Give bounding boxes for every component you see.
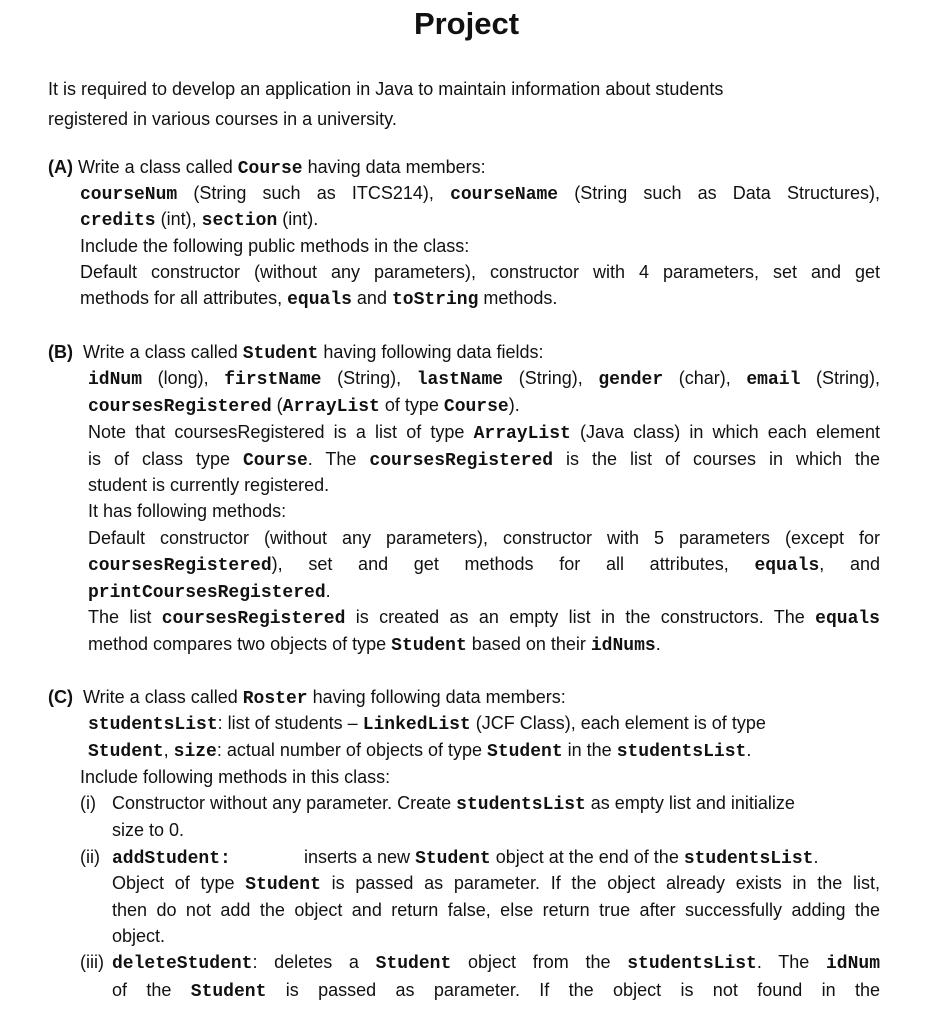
list-item-line [112,978,880,1004]
list-item-label: (iii) [80,952,104,972]
code-term: LinkedList [362,715,471,735]
text: as empty list and initialize [585,793,795,813]
text: Note that coursesRegistered is a list of type [88,422,474,442]
paragraph-line [88,420,880,446]
code-term: Student [415,849,491,869]
text: having following data members: [307,687,566,707]
code-term: studentsList [456,795,586,815]
code-term: firstName [224,370,322,390]
text: (int). [277,209,319,229]
list-item-line [304,845,818,871]
code-term: ArrayList [473,424,571,444]
text: object from the [451,952,628,972]
text: (JCF Class), each element is of type [470,713,766,733]
text: object at the end of the [490,847,684,867]
text: (String such as Data Structures), [558,183,880,203]
code-term: lastName [416,370,504,390]
paragraph-line [88,447,880,473]
text: (String), [321,368,417,388]
text: methods for all attributes, [80,288,288,308]
code-term: coursesRegistered [369,451,554,471]
code-term: Student [242,344,319,364]
text: : list of students – [217,713,363,733]
section-label: (C) [48,687,73,707]
code-term: courseNum [80,185,178,205]
text: , and [819,554,880,574]
text: based on their [466,634,591,654]
text: is the list of courses in which the [553,449,880,469]
code-term: Student [245,875,321,895]
text: , [163,740,174,760]
code-term: gender [598,370,664,390]
code-term: studentsList [616,742,747,762]
text: and [351,288,392,308]
section-a-heading [48,155,486,181]
code-term: equals [815,609,880,629]
paragraph-line [88,552,880,578]
code-term: toString [391,290,479,310]
text: methods. [478,288,558,308]
code-term: studentsList [627,954,757,974]
text: (char), [663,368,747,388]
text: is of class type [88,449,243,469]
code-term: coursesRegistered [88,556,272,576]
code-term: deleteStudent [112,954,253,974]
text: . [325,581,331,601]
paragraph-line [88,632,661,658]
code-term: addStudent: [112,849,231,869]
text: having following data fields: [318,342,544,362]
text: (String), [503,368,599,388]
paragraph-line: Include the following public methods in the class: [80,236,470,256]
code-term: ArrayList [282,397,380,417]
code-term: email [746,370,801,390]
paragraph-line [88,366,880,392]
code-term: printCoursesRegistered [88,583,326,603]
code-term: Student [487,742,563,762]
text: Write a class called [83,687,243,707]
paragraph-line [80,286,557,312]
code-term: Course [443,397,509,417]
section-c-heading [48,685,566,711]
code-term: coursesRegistered [88,397,272,417]
text: The list [88,607,162,627]
text: . [813,847,819,867]
code-term: Student [375,954,452,974]
text: Write a class called [83,342,243,362]
code-term: equals [287,290,352,310]
code-term: Roster [242,689,308,709]
code-term: section [201,211,278,231]
paragraph-line: Include following methods in this class: [80,767,391,787]
paragraph-line: Default constructor (without any parameters), constructor with 4 parameters, set and get [80,262,880,282]
intro-line: registered in various courses in a university. [48,109,397,129]
text: : actual number of objects of type [216,740,488,760]
code-term: Course [242,451,308,471]
code-term: idNum [88,370,143,390]
section-b-heading [48,340,544,366]
paragraph-line [88,738,751,764]
paragraph-line: Default constructor (without any parameters), constructor with 5 parameters (except for [88,528,880,548]
text: (int), [155,209,202,229]
code-term: equals [754,556,820,576]
text: Constructor without any parameter. Create [112,793,457,813]
paragraph-line: It has following methods: [88,501,287,521]
paragraph-line [88,393,520,419]
code-term: coursesRegistered [161,609,346,629]
text: (long), [142,368,225,388]
code-term: size [173,742,217,762]
text: of the [112,980,191,1000]
list-item-line: object. [112,926,166,946]
paragraph-line [88,605,880,631]
list-item-line: size to 0. [112,820,185,840]
text: is passed as parameter. If the object already exists in the list, [320,873,881,893]
text: (String such as ITCS214), [177,183,451,203]
list-item-label: (ii) [80,847,100,867]
text: of type [379,395,444,415]
text: Write a class called [78,157,238,177]
paragraph-line [80,207,318,233]
section-label: (A) [48,157,73,177]
code-term: Course [237,159,303,179]
intro-line: It is required to develop an application in Java to maintain information about students [48,79,724,99]
paragraph-line [88,711,766,737]
code-term: Student [391,636,467,656]
list-item-line [112,791,795,817]
paragraph-line: student is currently registered. [88,475,330,495]
code-term: idNums [590,636,656,656]
code-term: idNum [825,954,880,974]
text: (String), [800,368,880,388]
code-term: Student [88,742,164,762]
section-label: (B) [48,342,73,362]
text: . The [307,449,370,469]
text: : deletes a [252,952,376,972]
code-term: credits [80,211,156,231]
text: . The [756,952,826,972]
code-term: studentsList [683,849,814,869]
text: (Java class) in which each element [570,422,881,442]
paragraph-line [80,181,880,207]
text: inserts a new [304,847,416,867]
code-term: studentsList [88,715,218,735]
list-item-line [112,950,880,976]
text: ( [271,395,283,415]
text: Object of type [112,873,246,893]
code-term: courseName [450,185,559,205]
text: . [655,634,661,654]
text: is created as an empty list in the constructors. The [345,607,816,627]
text: . [746,740,752,760]
text: method compares two objects of type [88,634,392,654]
text: ), set and get methods for all attributes, [271,554,755,574]
text: having data members: [302,157,486,177]
list-item-line: then do not add the object and return false, else return true after successfully adding the [112,900,880,920]
text: is passed as parameter. If the object is not found in the [266,980,880,1000]
page-title: Project [413,6,520,41]
paragraph-line [88,579,331,605]
list-item-label: (i) [80,793,96,813]
text: in the [562,740,617,760]
code-term: Student [190,982,267,1002]
list-item-line [112,871,880,897]
list-item-line [112,845,231,871]
text: ). [508,395,520,415]
